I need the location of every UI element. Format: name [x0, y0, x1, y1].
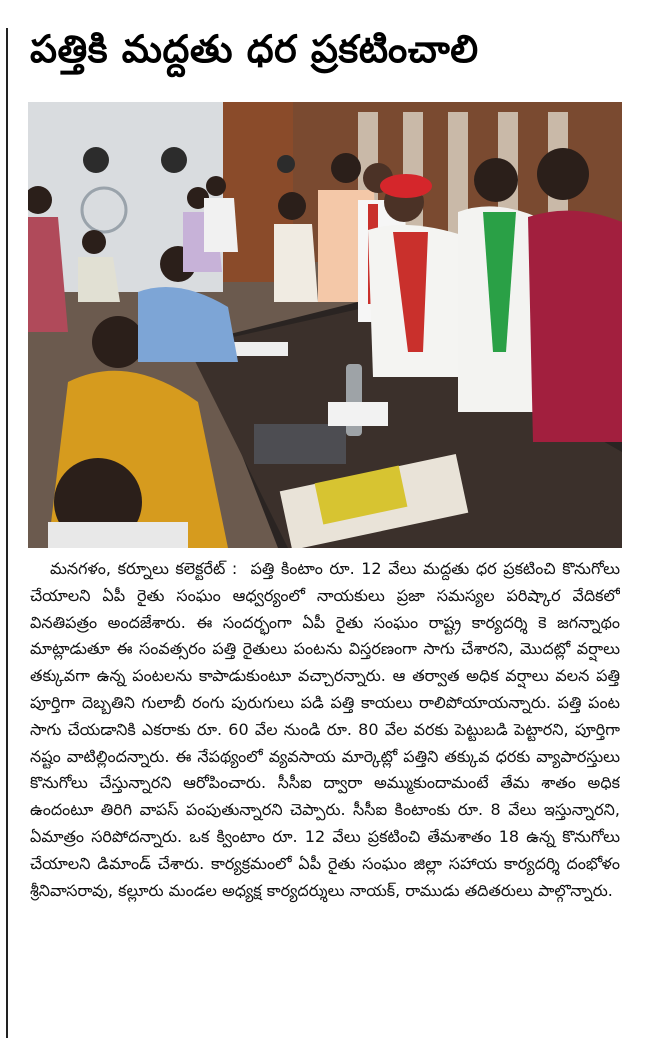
news-photo — [28, 102, 622, 548]
column-rule — [6, 28, 8, 1038]
headline: పత్తికి మద్దతు ధర ప్రకటించాలి — [30, 27, 479, 71]
article-paragraph — [30, 556, 620, 904]
article-dateline: మనగళం, కర్నూలు కలెక్టరేట్ : — [50, 559, 238, 578]
article-body — [30, 556, 620, 1046]
article-text: పత్తి కింటాం రూ. 12 వేలు మద్దతు ధర ప్రకటించి కొనుగోలు చేయాలని ఏపీ రైతు సంఘం ఆధ్వర్యంలో నాయకులు ప్రజా సమస్యల పరిష్కార వేదికలో వినతిపత్రం అందజేశారు. ఈ సందర్భంగా ఏపీ రైతు సంఘం రాష్ట్ర కార్యదర్శి కె జగన్నాథం మాట్లాడుతూ ఈ సంవత్సరం పత్తి రైతులు పంటను విస్తరణంగా సాగు చేశారని, మొదట్లో వర్షాలు తక్కువగా ఉన్న పంటలను కాపాడుకుంటూ వచ్చారన్నారు. ఆ తర్వాత అధిక వర్షాలు వలన పత్తి పూర్తిగా దెబ్బతిని గులాబీ రంగు పురుగులు పడి పత్తి కాయలు రాలిపోయాయన్నారు. పత్తి పంట సాగు చేయడానికి ఎకరాకు రూ. 60 వేల నుండి రూ. 80 వేల వరకు పెట్టుబడి పెట్టారని, పూర్తిగా నష్టం వాటిల్లిందన్నారు. ఈ నేపథ్యంలో వ్యవసాయ మార్కెట్లో పత్తిని తక్కువ ధరకు వ్యాపారస్తులు కొనుగోలు చేస్తున్నారని ఆరోపించారు. సీసీఐ ద్వారా అమ్ముకుందామంటే తేమ శాతం అధిక ఉందంటూ తిరిగి వాపస్ పంపుతున్నారని చెప్పారు. సీసీఐ కింటాంకు రూ. 8 వేలు ఇస్తున్నారని, ఏమాత్రం సరిపోదన్నారు. ఒక క్వింటాం రూ. 12 వేలు ప్రకటించి తేమశాతం 18 ఉన్న కొనుగోలు చేయాలని డిమాండ్ చేశారు. కార్యక్రమంలో ఏపీ రైతు సంఘం జిల్లా సహాయ కార్యదర్శి దంభోళం శ్రీనివాసరావు, కల్లూరు మండల అధ్యక్ష కార్యదర్శులు నాయక్, రాముడు తదితరులు పాల్గొన్నారు. — [30, 559, 620, 900]
